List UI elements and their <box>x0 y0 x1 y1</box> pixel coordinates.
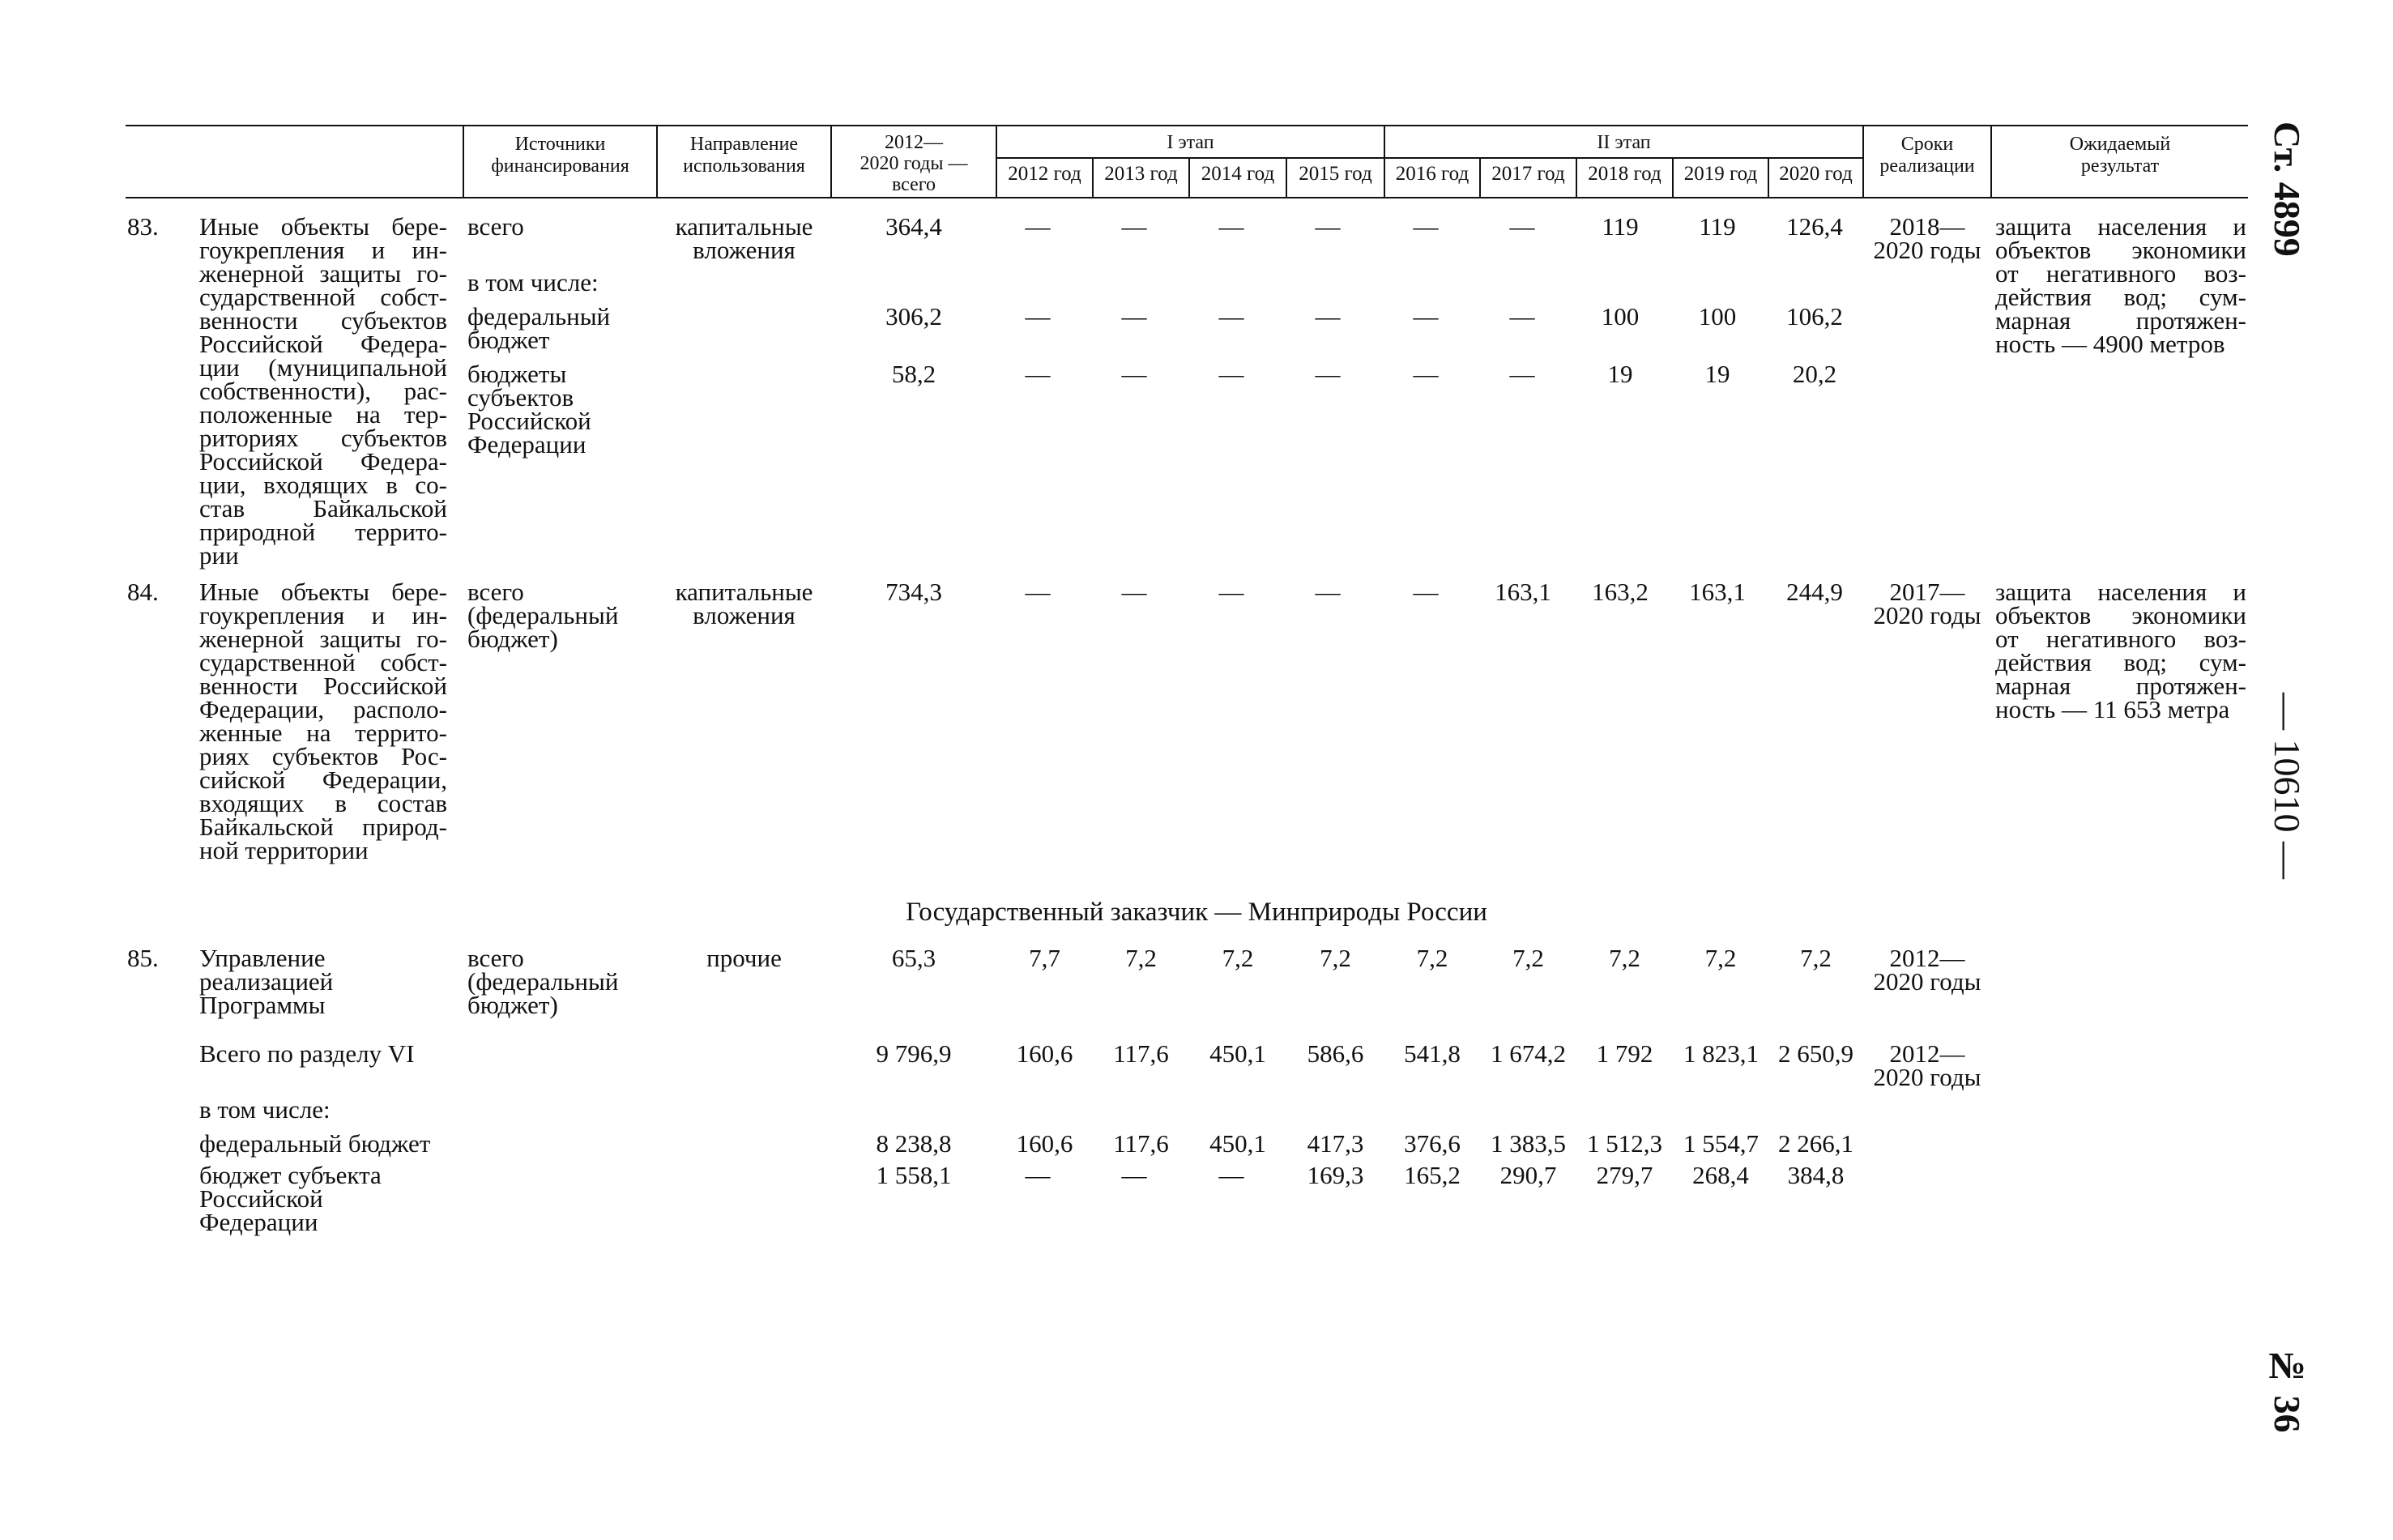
terms-cell: 2018— 2020 годы <box>1873 212 1981 264</box>
year-value: 7,2 <box>1320 944 1351 972</box>
terms-cell: 2012— 2020 годы <box>1873 1039 1981 1091</box>
year-value: 163,2 <box>1592 578 1649 606</box>
year-value: — <box>1509 302 1535 331</box>
header-stage-2: II этап <box>1597 132 1651 153</box>
direction-cell: капитальные вложения <box>675 212 813 264</box>
header-terms: Сроки реализации <box>1879 134 1975 177</box>
header-year: 2012 год <box>1008 163 1081 185</box>
source-line: бюджеты субъектов Российской Федерации <box>467 360 591 459</box>
year-value: — <box>1315 212 1341 241</box>
total-value: 65,3 <box>891 944 936 972</box>
year-value: — <box>1413 578 1439 606</box>
year-value: 7,2 <box>1704 944 1737 972</box>
year-value: 290,7 <box>1499 1161 1557 1189</box>
year-value: 7,7 <box>1029 944 1060 972</box>
header-sources: Источники финансирования <box>491 134 629 177</box>
year-value: 1 792 <box>1596 1039 1653 1068</box>
document-number: — 10610 — <box>2267 693 2308 879</box>
source-line: в том числе: <box>467 268 599 296</box>
year-value: — <box>1315 578 1341 606</box>
year-value: — <box>1509 212 1535 241</box>
year-value: — <box>1218 1161 1244 1189</box>
year-value: 7,2 <box>1800 944 1832 972</box>
row-name: Иные объекты бере- гоукрепления и ин- женерной защиты го- сударственной собст- венности Российской Федерации, располо- женные на террито- риях субъектов Рос- сийской Федерации, входящих в состав Байкальской природ- ной территории <box>199 578 447 864</box>
year-value: — <box>1121 302 1147 331</box>
year-value: — <box>1218 302 1244 331</box>
year-value: 100 <box>1601 302 1640 331</box>
year-value: 7,2 <box>1416 944 1448 972</box>
year-value: 163,1 <box>1495 578 1551 606</box>
year-value: 244,9 <box>1786 578 1843 606</box>
total-value: 1 558,1 <box>876 1161 952 1189</box>
header-year: 2019 год <box>1683 163 1758 185</box>
header-stage-1: I этап <box>1167 132 1214 153</box>
year-value: 19 <box>1704 360 1730 388</box>
year-value: 160,6 <box>1016 1129 1073 1158</box>
year-value: 7,2 <box>1222 944 1254 972</box>
header-result: Ожидаемый результат <box>2069 134 2171 177</box>
row-number: 85. <box>127 944 159 972</box>
table-top-rule <box>126 125 2248 126</box>
year-value: 117,6 <box>1113 1039 1169 1068</box>
year-value: — <box>1315 302 1341 331</box>
year-value: — <box>1413 212 1439 241</box>
year-value: 119 <box>1699 212 1736 241</box>
year-value: 106,2 <box>1786 302 1843 331</box>
year-value: 20,2 <box>1792 360 1837 388</box>
total-value: 9 796,9 <box>876 1039 952 1068</box>
year-value: — <box>1315 360 1341 388</box>
year-value: 417,3 <box>1307 1129 1364 1158</box>
row-number: 83. <box>127 212 159 241</box>
year-value: 268,4 <box>1692 1161 1749 1189</box>
year-value: 7,2 <box>1512 944 1544 972</box>
regional-label: бюджет субъекта Российской Федерации <box>199 1161 382 1236</box>
source-line: всего <box>467 212 524 241</box>
issue-number: № 36 <box>2267 1345 2308 1433</box>
year-value: 126,4 <box>1786 212 1843 241</box>
year-value: — <box>1218 578 1244 606</box>
source-line: всего (федеральный бюджет) <box>467 578 619 653</box>
including-label: в том числе: <box>199 1095 331 1124</box>
federal-label: федеральный бюджет <box>199 1129 431 1158</box>
result-cell: защита населения и объектов экономики от негативного воз- действия вод; сум- марная протяжен- ность — 4900 метров <box>1995 212 2246 358</box>
header-year: 2017 год <box>1491 163 1565 185</box>
totals-label: Всего по разделу VI <box>199 1039 415 1068</box>
header-year: 2018 год <box>1588 163 1661 185</box>
terms-cell: 2017— 2020 годы <box>1873 578 1981 629</box>
year-value: — <box>1025 302 1051 331</box>
year-value: — <box>1025 212 1051 241</box>
year-value: — <box>1025 360 1051 388</box>
year-value: — <box>1121 578 1147 606</box>
year-value: 117,6 <box>1113 1129 1169 1158</box>
terms-cell: 2012— 2020 годы <box>1873 944 1981 996</box>
year-value: 19 <box>1607 360 1633 388</box>
header-total: 2012— 2020 годы — всего <box>860 132 968 195</box>
row-name: Иные объекты бере- гоукрепления и ин- женерной защиты го- сударственной собст- венности субъектов Российской Федера- ции (муниципальной собственности), рас- положенные на тер- риториях субъектов Российской Федера- ции, входящих в со- став Байкальской природной террито- рии <box>199 212 447 570</box>
year-value: 450,1 <box>1209 1039 1266 1068</box>
year-value: — <box>1025 1161 1051 1189</box>
year-value: 1 674,2 <box>1491 1039 1566 1068</box>
year-value: 586,6 <box>1307 1039 1364 1068</box>
total-value: 306,2 <box>885 302 942 331</box>
direction-cell: капитальные вложения <box>675 578 813 629</box>
year-value: — <box>1218 360 1244 388</box>
total-value: 364,4 <box>885 212 942 241</box>
year-value: 450,1 <box>1209 1129 1266 1158</box>
year-value: 2 650,9 <box>1778 1039 1853 1068</box>
year-value: — <box>1121 360 1147 388</box>
source-line: всего (федеральный бюджет) <box>467 944 619 1019</box>
result-cell: защита населения и объектов экономики от негативного воз- действия вод; сум- марная протяжен- ность — 11 653 метра <box>1995 578 2246 723</box>
year-value: 1 512,3 <box>1587 1129 1662 1158</box>
year-value: 541,8 <box>1404 1039 1461 1068</box>
year-value: — <box>1025 578 1051 606</box>
year-value: — <box>1218 212 1244 241</box>
total-value: 8 238,8 <box>876 1129 952 1158</box>
year-value: 160,6 <box>1016 1039 1073 1068</box>
year-value: 7,2 <box>1609 944 1640 972</box>
year-value: 1 383,5 <box>1491 1129 1566 1158</box>
year-value: 163,1 <box>1689 578 1746 606</box>
year-value: — <box>1121 1161 1147 1189</box>
year-value: 119 <box>1602 212 1639 241</box>
header-year: 2014 год <box>1201 163 1275 185</box>
total-value: 734,3 <box>885 578 942 606</box>
header-year: 2015 год <box>1299 163 1372 185</box>
header-year: 2020 год <box>1779 163 1853 185</box>
year-value: 7,2 <box>1125 944 1157 972</box>
stage-sub-rule <box>996 157 1862 159</box>
direction-cell: прочие <box>706 944 782 972</box>
year-value: — <box>1413 302 1439 331</box>
year-value: 1 554,7 <box>1683 1129 1759 1158</box>
year-value: 169,3 <box>1307 1161 1364 1189</box>
row-number: 84. <box>127 578 159 606</box>
year-value: 165,2 <box>1404 1161 1461 1189</box>
year-value: — <box>1413 360 1439 388</box>
source-line: федеральный бюджет <box>467 302 611 354</box>
row-name: Управление реализацией Программы <box>199 944 334 1019</box>
year-value: 279,7 <box>1596 1161 1653 1189</box>
header-year: 2013 год <box>1104 163 1178 185</box>
header-direction: Направление использования <box>683 134 805 177</box>
year-value: 384,8 <box>1787 1161 1845 1189</box>
year-value: 100 <box>1698 302 1737 331</box>
header-year: 2016 год <box>1395 163 1469 185</box>
year-value: 376,6 <box>1404 1129 1461 1158</box>
year-value: — <box>1121 212 1147 241</box>
year-value: 1 823,1 <box>1683 1039 1759 1068</box>
table-header-bottom-rule <box>126 197 2248 198</box>
year-value: 2 266,1 <box>1778 1129 1853 1158</box>
total-value: 58,2 <box>891 360 936 388</box>
section-title: Государственный заказчик — Минприроды России <box>906 898 1487 927</box>
page-label: Ст. 4899 <box>2267 122 2308 257</box>
year-value: — <box>1509 360 1535 388</box>
